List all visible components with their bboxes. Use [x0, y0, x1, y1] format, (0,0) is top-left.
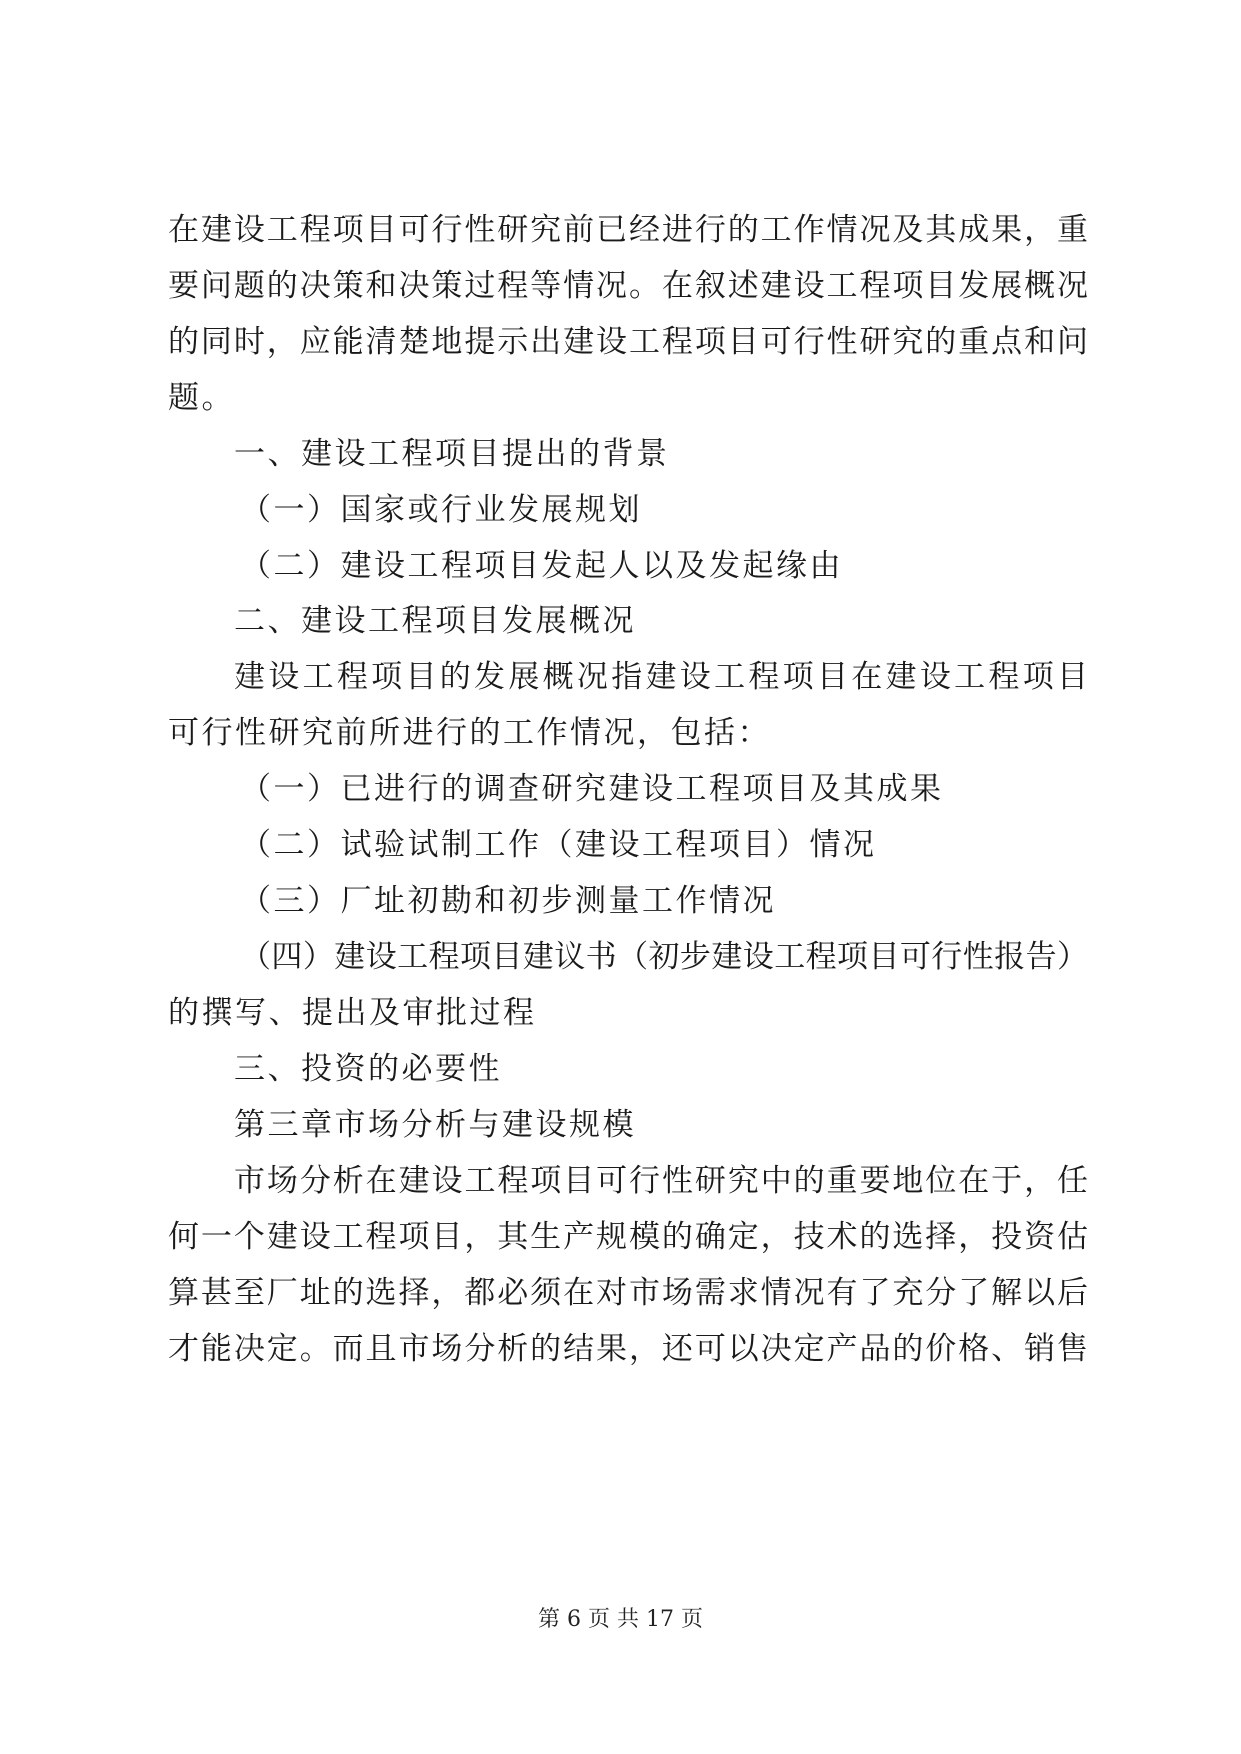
list-item: （二）建设工程项目发起人以及发起缘由 — [240, 548, 843, 584]
section-heading: 三、投资的必要性 — [234, 1051, 502, 1087]
list-item: （二）试验试制工作（建设工程项目）情况 — [240, 827, 877, 863]
paragraph-line: 市场分析在建设工程项目可行性研究中的重要地位在于，任 — [234, 1163, 1088, 1199]
list-item: （四）建设工程项目建议书（初步建设工程项目可行性报告） — [240, 939, 1088, 975]
paragraph-line: 才能决定。而且市场分析的结果，还可以决定产品的价格、销售 — [168, 1331, 1088, 1367]
page-number: 第 6 页 共 17 页 — [538, 1607, 703, 1632]
chapter-heading: 第三章市场分析与建设规模 — [234, 1107, 636, 1143]
section-heading: 一、建设工程项目提出的背景 — [234, 436, 670, 472]
paragraph-line: 的撰写、提出及审批过程 — [168, 995, 537, 1031]
paragraph-line: 可行性研究前所进行的工作情况，包括： — [168, 715, 771, 751]
paragraph-line: 题。 — [168, 380, 235, 416]
paragraph-line: 建设工程项目的发展概况指建设工程项目在建设工程项目 — [234, 659, 1088, 695]
paragraph-line: 何一个建设工程项目，其生产规模的确定，技术的选择，投资估 — [168, 1219, 1088, 1255]
list-item: （三）厂址初勘和初步测量工作情况 — [240, 883, 776, 919]
paragraph-line: 要问题的决策和决策过程等情况。在叙述建设工程项目发展概况 — [168, 268, 1088, 304]
paragraph-line: 的同时，应能清楚地提示出建设工程项目可行性研究的重点和问 — [168, 324, 1088, 360]
section-heading: 二、建设工程项目发展概况 — [234, 603, 636, 639]
paragraph-line: 在建设工程项目可行性研究前已经进行的工作情况及其成果，重 — [168, 212, 1088, 248]
list-item: （一）已进行的调查研究建设工程项目及其成果 — [240, 771, 944, 807]
list-item: （一）国家或行业发展规划 — [240, 492, 642, 528]
paragraph-line: 算甚至厂址的选择，都必须在对市场需求情况有了充分了解以后 — [168, 1275, 1088, 1311]
